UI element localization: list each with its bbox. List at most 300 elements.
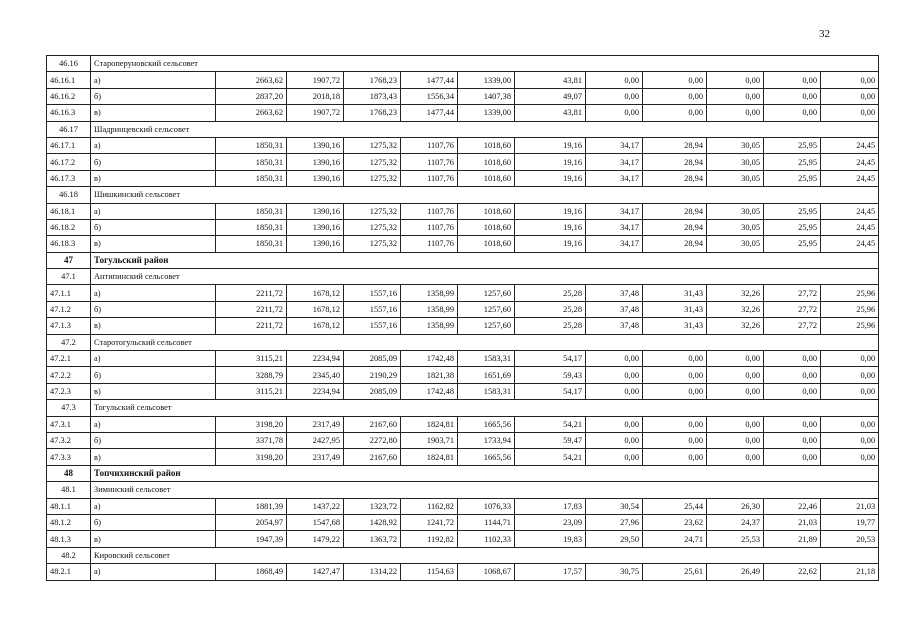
row-code: 47 (47, 252, 91, 268)
row-title: Зиминский сельсовет (91, 482, 879, 498)
value-cell: 34,17 (586, 203, 643, 219)
row-code: 46.18.2 (47, 219, 91, 235)
value-cell: 1850,31 (216, 170, 287, 186)
value-cell: 1733,94 (458, 432, 515, 448)
value-cell: 25,96 (821, 285, 879, 301)
value-cell: 0,00 (707, 72, 764, 88)
value-cell: 0,00 (821, 449, 879, 465)
value-cell: 0,00 (821, 88, 879, 104)
value-cell: 2317,49 (287, 449, 344, 465)
value-cell: 23,62 (643, 514, 707, 530)
section-header-row (47, 269, 879, 285)
row-title: Шишкинский сельсовет (91, 187, 879, 203)
value-cell: 24,45 (821, 236, 879, 252)
value-cell: 1824,81 (401, 449, 458, 465)
table-row (47, 72, 879, 88)
value-cell: 24,37 (707, 514, 764, 530)
value-cell: 0,00 (707, 383, 764, 399)
value-cell: 0,00 (764, 416, 821, 432)
row-variant-label: в) (91, 105, 216, 121)
value-cell: 43,81 (515, 105, 586, 121)
value-cell: 3198,20 (216, 416, 287, 432)
value-cell: 1107,76 (401, 236, 458, 252)
row-code: 48.1.2 (47, 514, 91, 530)
value-cell: 2427,95 (287, 432, 344, 448)
value-cell: 34,17 (586, 137, 643, 153)
table-row (47, 154, 879, 170)
value-cell: 0,00 (586, 367, 643, 383)
row-variant-label: б) (91, 514, 216, 530)
value-cell: 1742,48 (401, 351, 458, 367)
table-row (47, 432, 879, 448)
section-header-row (47, 547, 879, 563)
value-cell: 1241,72 (401, 514, 458, 530)
value-cell: 25,28 (515, 285, 586, 301)
value-cell: 0,00 (821, 383, 879, 399)
table-row (47, 514, 879, 530)
value-cell: 37,48 (586, 285, 643, 301)
value-cell: 2085,09 (344, 351, 401, 367)
row-code: 46.17 (47, 121, 91, 137)
value-cell: 32,26 (707, 285, 764, 301)
value-cell: 1437,22 (287, 498, 344, 514)
value-cell: 1547,68 (287, 514, 344, 530)
row-code: 47.1.2 (47, 301, 91, 317)
value-cell: 19,83 (515, 531, 586, 547)
table-row (47, 203, 879, 219)
value-cell: 0,00 (821, 72, 879, 88)
row-title: Староперуновский сельсовет (91, 56, 879, 72)
value-cell: 2317,49 (287, 416, 344, 432)
value-cell: 3115,21 (216, 383, 287, 399)
row-variant-label: в) (91, 318, 216, 334)
table-row (47, 498, 879, 514)
value-cell: 1358,99 (401, 301, 458, 317)
value-cell: 0,00 (764, 351, 821, 367)
value-cell: 1339,00 (458, 105, 515, 121)
value-cell: 3198,20 (216, 449, 287, 465)
value-cell: 25,53 (707, 531, 764, 547)
row-variant-label: б) (91, 219, 216, 235)
row-variant-label: в) (91, 170, 216, 186)
value-cell: 1903,71 (401, 432, 458, 448)
value-cell: 59,47 (515, 432, 586, 448)
value-cell: 27,96 (586, 514, 643, 530)
value-cell: 0,00 (707, 432, 764, 448)
value-cell: 19,16 (515, 203, 586, 219)
value-cell: 1850,31 (216, 137, 287, 153)
value-cell: 0,00 (821, 367, 879, 383)
value-cell: 0,00 (586, 383, 643, 399)
value-cell: 49,07 (515, 88, 586, 104)
row-code: 47.3.3 (47, 449, 91, 465)
row-code: 47.2.1 (47, 351, 91, 367)
row-variant-label: а) (91, 203, 216, 219)
value-cell: 0,00 (643, 383, 707, 399)
value-cell: 1275,32 (344, 219, 401, 235)
value-cell: 19,16 (515, 154, 586, 170)
value-cell: 1873,43 (344, 88, 401, 104)
value-cell: 1018,60 (458, 219, 515, 235)
value-cell: 1390,16 (287, 137, 344, 153)
section-header-row (47, 187, 879, 203)
value-cell: 0,00 (764, 72, 821, 88)
value-cell: 1390,16 (287, 219, 344, 235)
value-cell: 26,49 (707, 564, 764, 580)
value-cell: 25,44 (643, 498, 707, 514)
value-cell: 1275,32 (344, 170, 401, 186)
value-cell: 0,00 (707, 416, 764, 432)
value-cell: 0,00 (586, 432, 643, 448)
value-cell: 0,00 (643, 449, 707, 465)
value-cell: 30,05 (707, 236, 764, 252)
row-title: Шадринцевский сельсовет (91, 121, 879, 137)
value-cell: 19,16 (515, 137, 586, 153)
table-row (47, 367, 879, 383)
table-row (47, 236, 879, 252)
row-variant-label: в) (91, 236, 216, 252)
row-variant-label: а) (91, 285, 216, 301)
value-cell: 0,00 (643, 432, 707, 448)
value-cell: 28,94 (643, 137, 707, 153)
table-row (47, 383, 879, 399)
value-cell: 0,00 (764, 432, 821, 448)
table-row (47, 351, 879, 367)
row-code: 46.18.1 (47, 203, 91, 219)
value-cell: 0,00 (821, 432, 879, 448)
value-cell: 0,00 (764, 367, 821, 383)
value-cell: 1275,32 (344, 203, 401, 219)
value-cell: 1162,82 (401, 498, 458, 514)
value-cell: 0,00 (643, 88, 707, 104)
value-cell: 30,05 (707, 203, 764, 219)
value-cell: 0,00 (707, 88, 764, 104)
value-cell: 1907,72 (287, 105, 344, 121)
value-cell: 25,95 (764, 170, 821, 186)
value-cell: 1868,49 (216, 564, 287, 580)
value-cell: 1768,23 (344, 105, 401, 121)
value-cell: 1107,76 (401, 154, 458, 170)
value-cell: 25,96 (821, 318, 879, 334)
row-title: Топчихинский район (91, 465, 879, 481)
value-cell: 1339,00 (458, 72, 515, 88)
value-cell: 1314,22 (344, 564, 401, 580)
value-cell: 19,16 (515, 170, 586, 186)
row-code: 47.2 (47, 334, 91, 350)
table-row (47, 105, 879, 121)
value-cell: 1678,12 (287, 318, 344, 334)
value-cell: 0,00 (586, 105, 643, 121)
row-code: 46.16.3 (47, 105, 91, 121)
row-code: 47.3.2 (47, 432, 91, 448)
value-cell: 19,16 (515, 236, 586, 252)
value-cell: 2234,94 (287, 383, 344, 399)
table-row (47, 301, 879, 317)
value-cell: 1257,60 (458, 301, 515, 317)
value-cell: 25,28 (515, 318, 586, 334)
value-cell: 0,00 (586, 88, 643, 104)
value-cell: 1678,12 (287, 285, 344, 301)
row-variant-label: а) (91, 351, 216, 367)
row-variant-label: б) (91, 301, 216, 317)
value-cell: 1192,82 (401, 531, 458, 547)
value-cell: 1427,47 (287, 564, 344, 580)
section-header-row (47, 334, 879, 350)
value-cell: 31,43 (643, 318, 707, 334)
value-cell: 54,17 (515, 351, 586, 367)
value-cell: 2054,97 (216, 514, 287, 530)
value-cell: 0,00 (764, 383, 821, 399)
row-code: 48.1.1 (47, 498, 91, 514)
row-code: 48.1.3 (47, 531, 91, 547)
value-cell: 1018,60 (458, 236, 515, 252)
value-cell: 0,00 (707, 351, 764, 367)
table-row (47, 449, 879, 465)
value-cell: 1907,72 (287, 72, 344, 88)
section-header-row (47, 56, 879, 72)
value-cell: 0,00 (586, 449, 643, 465)
value-cell: 17,83 (515, 498, 586, 514)
value-cell: 24,45 (821, 154, 879, 170)
value-cell: 23,09 (515, 514, 586, 530)
row-title: Кировский сельсовет (91, 547, 879, 563)
value-cell: 28,94 (643, 203, 707, 219)
value-cell: 30,05 (707, 154, 764, 170)
value-cell: 0,00 (821, 416, 879, 432)
value-cell: 0,00 (643, 416, 707, 432)
value-cell: 1557,16 (344, 301, 401, 317)
value-cell: 30,05 (707, 219, 764, 235)
value-cell: 1107,76 (401, 219, 458, 235)
table-row (47, 531, 879, 547)
row-code: 48.2 (47, 547, 91, 563)
value-cell: 27,72 (764, 285, 821, 301)
district-header-row (47, 465, 879, 481)
value-cell: 1363,72 (344, 531, 401, 547)
value-cell: 1275,32 (344, 236, 401, 252)
row-code: 47.1 (47, 269, 91, 285)
value-cell: 0,00 (643, 351, 707, 367)
value-cell: 1665,56 (458, 449, 515, 465)
row-code: 47.1.3 (47, 318, 91, 334)
value-cell: 29,50 (586, 531, 643, 547)
row-title: Антипинский сельсовет (91, 269, 879, 285)
row-code: 47.1.1 (47, 285, 91, 301)
table-row (47, 564, 879, 580)
value-cell: 21,03 (764, 514, 821, 530)
row-variant-label: а) (91, 137, 216, 153)
value-cell: 24,45 (821, 137, 879, 153)
value-cell: 1850,31 (216, 219, 287, 235)
value-cell: 1390,16 (287, 203, 344, 219)
table-row (47, 416, 879, 432)
value-cell: 1068,67 (458, 564, 515, 580)
value-cell: 1477,44 (401, 72, 458, 88)
value-cell: 24,71 (643, 531, 707, 547)
value-cell: 1018,60 (458, 203, 515, 219)
value-cell: 54,21 (515, 449, 586, 465)
value-cell: 1102,33 (458, 531, 515, 547)
value-cell: 1850,31 (216, 203, 287, 219)
row-code: 47.3 (47, 400, 91, 416)
row-code: 46.18 (47, 187, 91, 203)
row-code: 47.3.1 (47, 416, 91, 432)
value-cell: 59,43 (515, 367, 586, 383)
table-row (47, 318, 879, 334)
table-row (47, 88, 879, 104)
value-cell: 20,53 (821, 531, 879, 547)
value-cell: 2272,80 (344, 432, 401, 448)
value-cell: 2167,60 (344, 449, 401, 465)
section-header-row (47, 482, 879, 498)
row-code: 46.18.3 (47, 236, 91, 252)
table-body (47, 56, 879, 581)
row-code: 48.1 (47, 482, 91, 498)
value-cell: 1018,60 (458, 154, 515, 170)
value-cell: 2190,29 (344, 367, 401, 383)
section-header-row (47, 400, 879, 416)
value-cell: 1850,31 (216, 236, 287, 252)
row-variant-label: в) (91, 383, 216, 399)
value-cell: 1358,99 (401, 285, 458, 301)
value-cell: 30,05 (707, 137, 764, 153)
value-cell: 0,00 (821, 351, 879, 367)
value-cell: 1479,22 (287, 531, 344, 547)
value-cell: 1557,16 (344, 318, 401, 334)
value-cell: 1583,31 (458, 383, 515, 399)
value-cell: 3288,79 (216, 367, 287, 383)
value-cell: 2234,94 (287, 351, 344, 367)
row-code: 46.17.2 (47, 154, 91, 170)
value-cell: 0,00 (643, 367, 707, 383)
value-cell: 25,95 (764, 154, 821, 170)
row-code: 47.2.3 (47, 383, 91, 399)
value-cell: 17,57 (515, 564, 586, 580)
value-cell: 0,00 (586, 72, 643, 88)
value-cell: 1107,76 (401, 203, 458, 219)
value-cell: 1144,71 (458, 514, 515, 530)
value-cell: 1107,76 (401, 137, 458, 153)
value-cell: 1557,16 (344, 285, 401, 301)
value-cell: 34,17 (586, 154, 643, 170)
value-cell: 1275,32 (344, 154, 401, 170)
value-cell: 1651,69 (458, 367, 515, 383)
value-cell: 1257,60 (458, 318, 515, 334)
value-cell: 2167,60 (344, 416, 401, 432)
row-variant-label: б) (91, 432, 216, 448)
value-cell: 1257,60 (458, 285, 515, 301)
value-cell: 1665,56 (458, 416, 515, 432)
value-cell: 28,94 (643, 154, 707, 170)
value-cell: 1018,60 (458, 137, 515, 153)
value-cell: 1407,38 (458, 88, 515, 104)
value-cell: 27,72 (764, 318, 821, 334)
value-cell: 0,00 (707, 105, 764, 121)
value-cell: 30,54 (586, 498, 643, 514)
value-cell: 37,48 (586, 318, 643, 334)
value-cell: 30,75 (586, 564, 643, 580)
row-code: 46.16.2 (47, 88, 91, 104)
row-code: 46.17.3 (47, 170, 91, 186)
value-cell: 0,00 (586, 351, 643, 367)
value-cell: 21,18 (821, 564, 879, 580)
value-cell: 2837,20 (216, 88, 287, 104)
value-cell: 0,00 (707, 367, 764, 383)
value-cell: 1428,92 (344, 514, 401, 530)
row-variant-label: а) (91, 498, 216, 514)
value-cell: 1323,72 (344, 498, 401, 514)
value-cell: 1076,33 (458, 498, 515, 514)
value-cell: 25,95 (764, 219, 821, 235)
value-cell: 1477,44 (401, 105, 458, 121)
value-cell: 26,30 (707, 498, 764, 514)
row-code: 47.2.2 (47, 367, 91, 383)
value-cell: 1742,48 (401, 383, 458, 399)
row-variant-label: б) (91, 154, 216, 170)
value-cell: 2018,18 (287, 88, 344, 104)
row-variant-label: а) (91, 416, 216, 432)
row-variant-label: б) (91, 367, 216, 383)
value-cell: 34,17 (586, 219, 643, 235)
value-cell: 1821,38 (401, 367, 458, 383)
row-code: 46.16.1 (47, 72, 91, 88)
row-code: 48 (47, 465, 91, 481)
value-cell: 31,43 (643, 285, 707, 301)
value-cell: 19,16 (515, 219, 586, 235)
row-title: Старотогульский сельсовет (91, 334, 879, 350)
value-cell: 0,00 (764, 449, 821, 465)
value-cell: 43,81 (515, 72, 586, 88)
row-code: 46.17.1 (47, 137, 91, 153)
value-cell: 22,62 (764, 564, 821, 580)
row-title: Тогульский район (91, 252, 879, 268)
value-cell: 3115,21 (216, 351, 287, 367)
value-cell: 2663,62 (216, 105, 287, 121)
value-cell: 0,00 (764, 88, 821, 104)
value-cell: 2345,40 (287, 367, 344, 383)
value-cell: 25,61 (643, 564, 707, 580)
value-cell: 25,95 (764, 203, 821, 219)
value-cell: 31,43 (643, 301, 707, 317)
value-cell: 24,45 (821, 203, 879, 219)
value-cell: 1678,12 (287, 301, 344, 317)
value-cell: 1275,32 (344, 137, 401, 153)
value-cell: 0,00 (707, 449, 764, 465)
value-cell: 1390,16 (287, 154, 344, 170)
value-cell: 2211,72 (216, 301, 287, 317)
value-cell: 0,00 (821, 105, 879, 121)
row-variant-label: б) (91, 88, 216, 104)
value-cell: 34,17 (586, 170, 643, 186)
value-cell: 21,03 (821, 498, 879, 514)
row-variant-label: а) (91, 564, 216, 580)
table-row (47, 219, 879, 235)
value-cell: 1824,81 (401, 416, 458, 432)
row-variant-label: а) (91, 72, 216, 88)
value-cell: 2663,62 (216, 72, 287, 88)
value-cell: 28,94 (643, 170, 707, 186)
row-variant-label: в) (91, 531, 216, 547)
row-code: 48.2.1 (47, 564, 91, 580)
value-cell: 37,48 (586, 301, 643, 317)
value-cell: 2211,72 (216, 285, 287, 301)
district-header-row (47, 252, 879, 268)
value-cell: 1390,16 (287, 236, 344, 252)
value-cell: 1154,63 (401, 564, 458, 580)
row-title: Тогульский сельсовет (91, 400, 879, 416)
row-code: 46.16 (47, 56, 91, 72)
value-cell: 2211,72 (216, 318, 287, 334)
